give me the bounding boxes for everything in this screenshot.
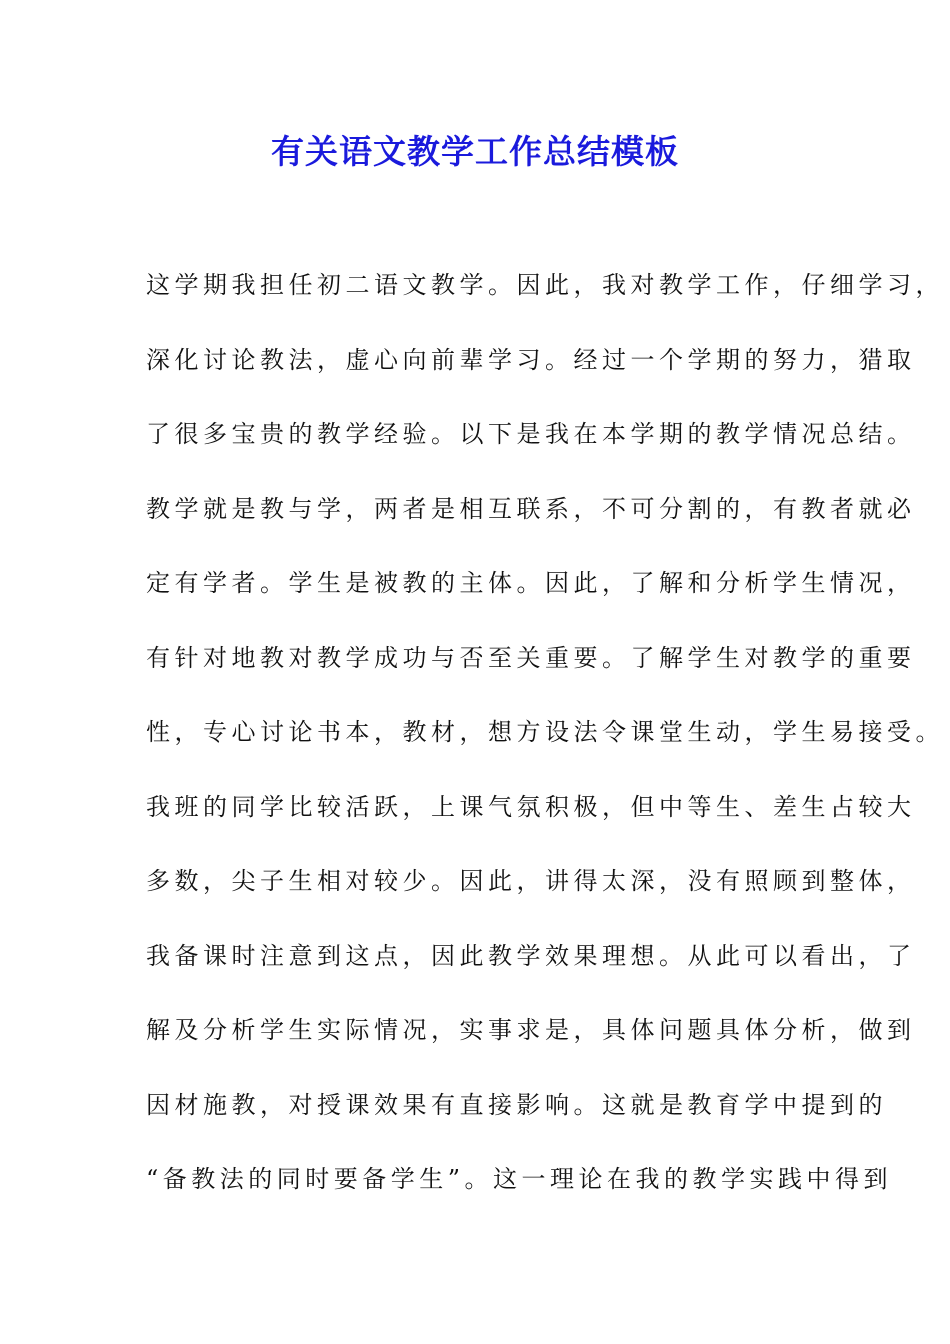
body-line: 解及分析学生实际情况，实事求是，具体问题具体分析，做到 [146, 1016, 916, 1044]
body-line: “备教法的同时要备学生”。这一理论在我的教学实践中得到 [146, 1165, 893, 1193]
body-line: 教学就是教与学，两者是相互联系，不可分割的，有教者就必 [146, 494, 916, 523]
document-body [146, 264, 944, 1233]
document-title: 有关语文教学工作总结模板 [271, 132, 679, 171]
body-line: 我班的同学比较活跃，上课气氛积极，但中等生、差生占较大 [146, 792, 916, 821]
body-line: 有针对地教对教学成功与否至关重要。了解学生对教学的重要 [146, 643, 916, 672]
body-line: 性，专心讨论书本，教材，想方设法令课堂生动，学生易接受。 [146, 718, 944, 746]
body-line: 我备课时注意到这点，因此教学效果理想。从此可以看出，了 [146, 941, 916, 970]
body-line: 定有学者。学生是被教的主体。因此，了解和分析学生情况， [146, 569, 916, 597]
body-line: 多数，尖子生相对较少。因此，讲得太深，没有照顾到整体， [146, 867, 916, 895]
body-line: 这学期我担任初二语文教学。因此，我对教学工作，仔细学习， [146, 271, 944, 299]
body-line: 因材施教，对授课效果有直接影响。这就是教育学中提到的 [146, 1090, 887, 1119]
body-line: 了很多宝贵的教学经验。以下是我在本学期的教学情况总结。 [146, 420, 916, 448]
body-line: 深化讨论教法，虚心向前辈学习。经过一个学期的努力，猎取 [146, 345, 916, 374]
